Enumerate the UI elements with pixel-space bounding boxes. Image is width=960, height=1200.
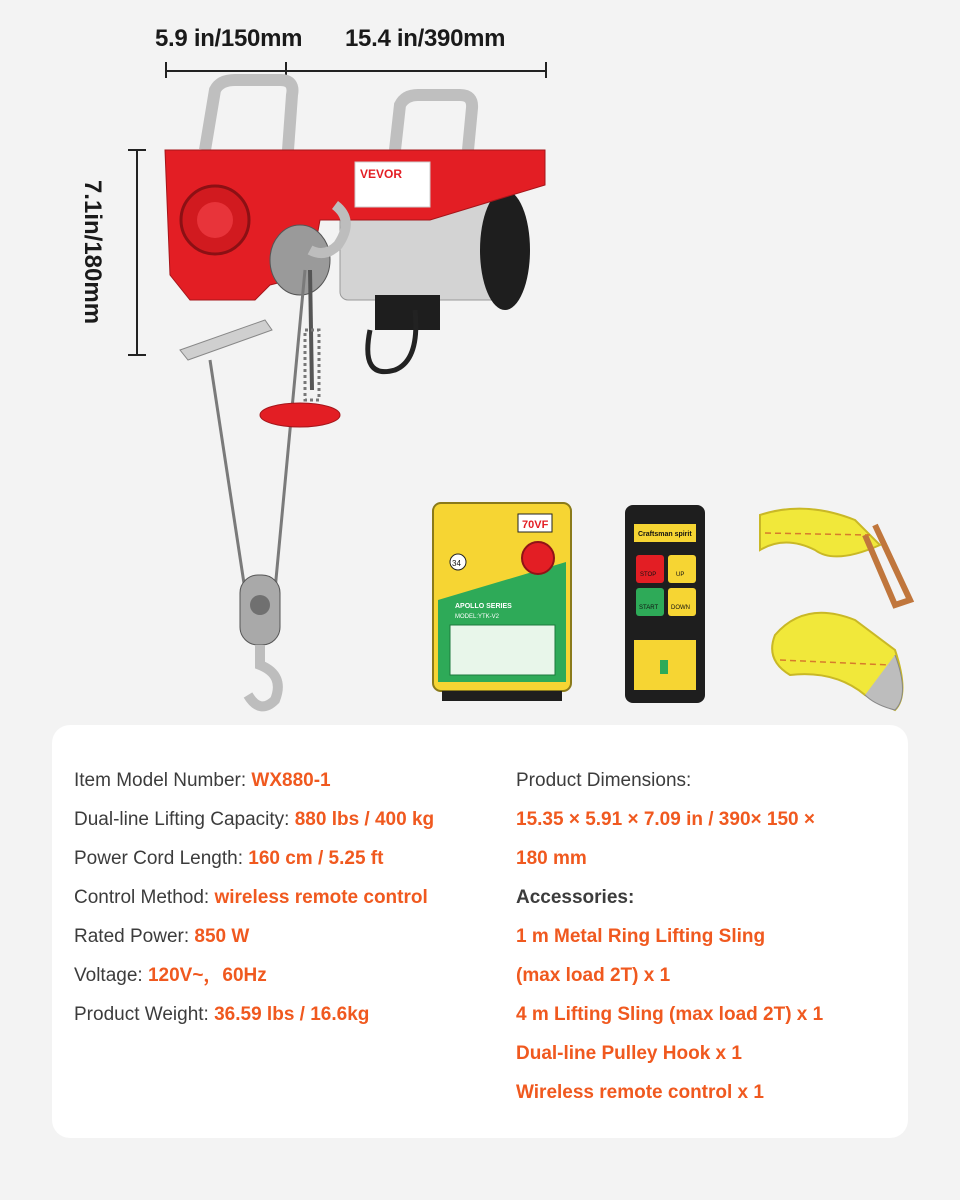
width-dimension-label-b: 15.4 in/390mm — [345, 25, 506, 52]
spec-value: 880 lbs / 400 kg — [294, 809, 435, 830]
spec-label: Product Weight: — [74, 1004, 215, 1025]
spec-row-cord-length — [74, 839, 434, 878]
specifications-card — [52, 725, 908, 1138]
lifting-slings-image — [745, 495, 920, 720]
wireless-remote-image — [620, 500, 710, 710]
accessory-item: (max load 2T) x 1 — [516, 965, 671, 986]
spec-value: WX880-1 — [251, 770, 331, 791]
remote-start-label: START — [639, 605, 659, 611]
height-tick-bottom — [128, 354, 146, 356]
width-dimension-label-a: 5.9 in/150mm — [155, 25, 303, 52]
remote-stop-label: STOP — [640, 572, 657, 578]
accessories-title: Accessories: — [516, 887, 635, 908]
product-dimensions-value-line2: 180 mm — [516, 848, 587, 869]
spec-value: 36.59 lbs / 16.6kg — [214, 1004, 370, 1025]
control-box-series: APOLLO SERIES — [455, 603, 512, 610]
vevor-logo-text: VEVOR — [360, 167, 403, 181]
height-dimension-label: 7.1in/180mm — [79, 179, 106, 325]
spec-row-control-method — [74, 878, 434, 917]
spec-value: 850 W — [194, 926, 250, 947]
remote-brand-text: Craftsman spirit — [638, 531, 692, 538]
product-dimensions-value-line1: 15.35 × 5.91 × 7.09 in / 390× 150 × — [516, 809, 815, 830]
spec-label: Control Method: — [74, 887, 215, 908]
control-box-number: 34 — [452, 559, 461, 568]
control-box-image — [430, 500, 575, 705]
height-dimension-line — [136, 150, 138, 355]
spec-row-model — [74, 761, 434, 800]
control-box-model: MODEL:YTK-V2 — [455, 614, 500, 620]
accessory-item: Dual-line Pulley Hook x 1 — [516, 1043, 742, 1064]
accessory-item: 1 m Metal Ring Lifting Sling — [516, 926, 766, 947]
spec-row-weight — [74, 995, 434, 1034]
spec-value: 120V~，60Hz — [147, 965, 267, 986]
spec-value: 160 cm / 5.25 ft — [248, 848, 384, 869]
specs-left-column — [74, 761, 434, 1034]
spec-label: Dual-line Lifting Capacity: — [74, 809, 295, 830]
spec-label: Item Model Number: — [74, 770, 252, 791]
product-dimensions-label: Product Dimensions: — [516, 770, 692, 791]
spec-value: wireless remote control — [214, 887, 428, 908]
remote-up-label: UP — [676, 572, 685, 578]
spec-row-voltage — [74, 956, 434, 995]
spec-label: Power Cord Length: — [74, 848, 249, 869]
spec-label: Rated Power: — [74, 926, 195, 947]
accessory-item: 4 m Lifting Sling (max load 2T) x 1 — [516, 1004, 824, 1025]
accessory-item: Wireless remote control x 1 — [516, 1082, 764, 1103]
height-tick-top — [128, 149, 146, 151]
spec-label: Voltage: — [74, 965, 148, 986]
spec-row-rated-power — [74, 917, 434, 956]
remote-down-label: DOWN — [671, 605, 690, 611]
specs-right-column — [516, 761, 823, 1112]
spec-row-capacity — [74, 800, 434, 839]
control-box-badge: 70VF — [522, 519, 549, 531]
